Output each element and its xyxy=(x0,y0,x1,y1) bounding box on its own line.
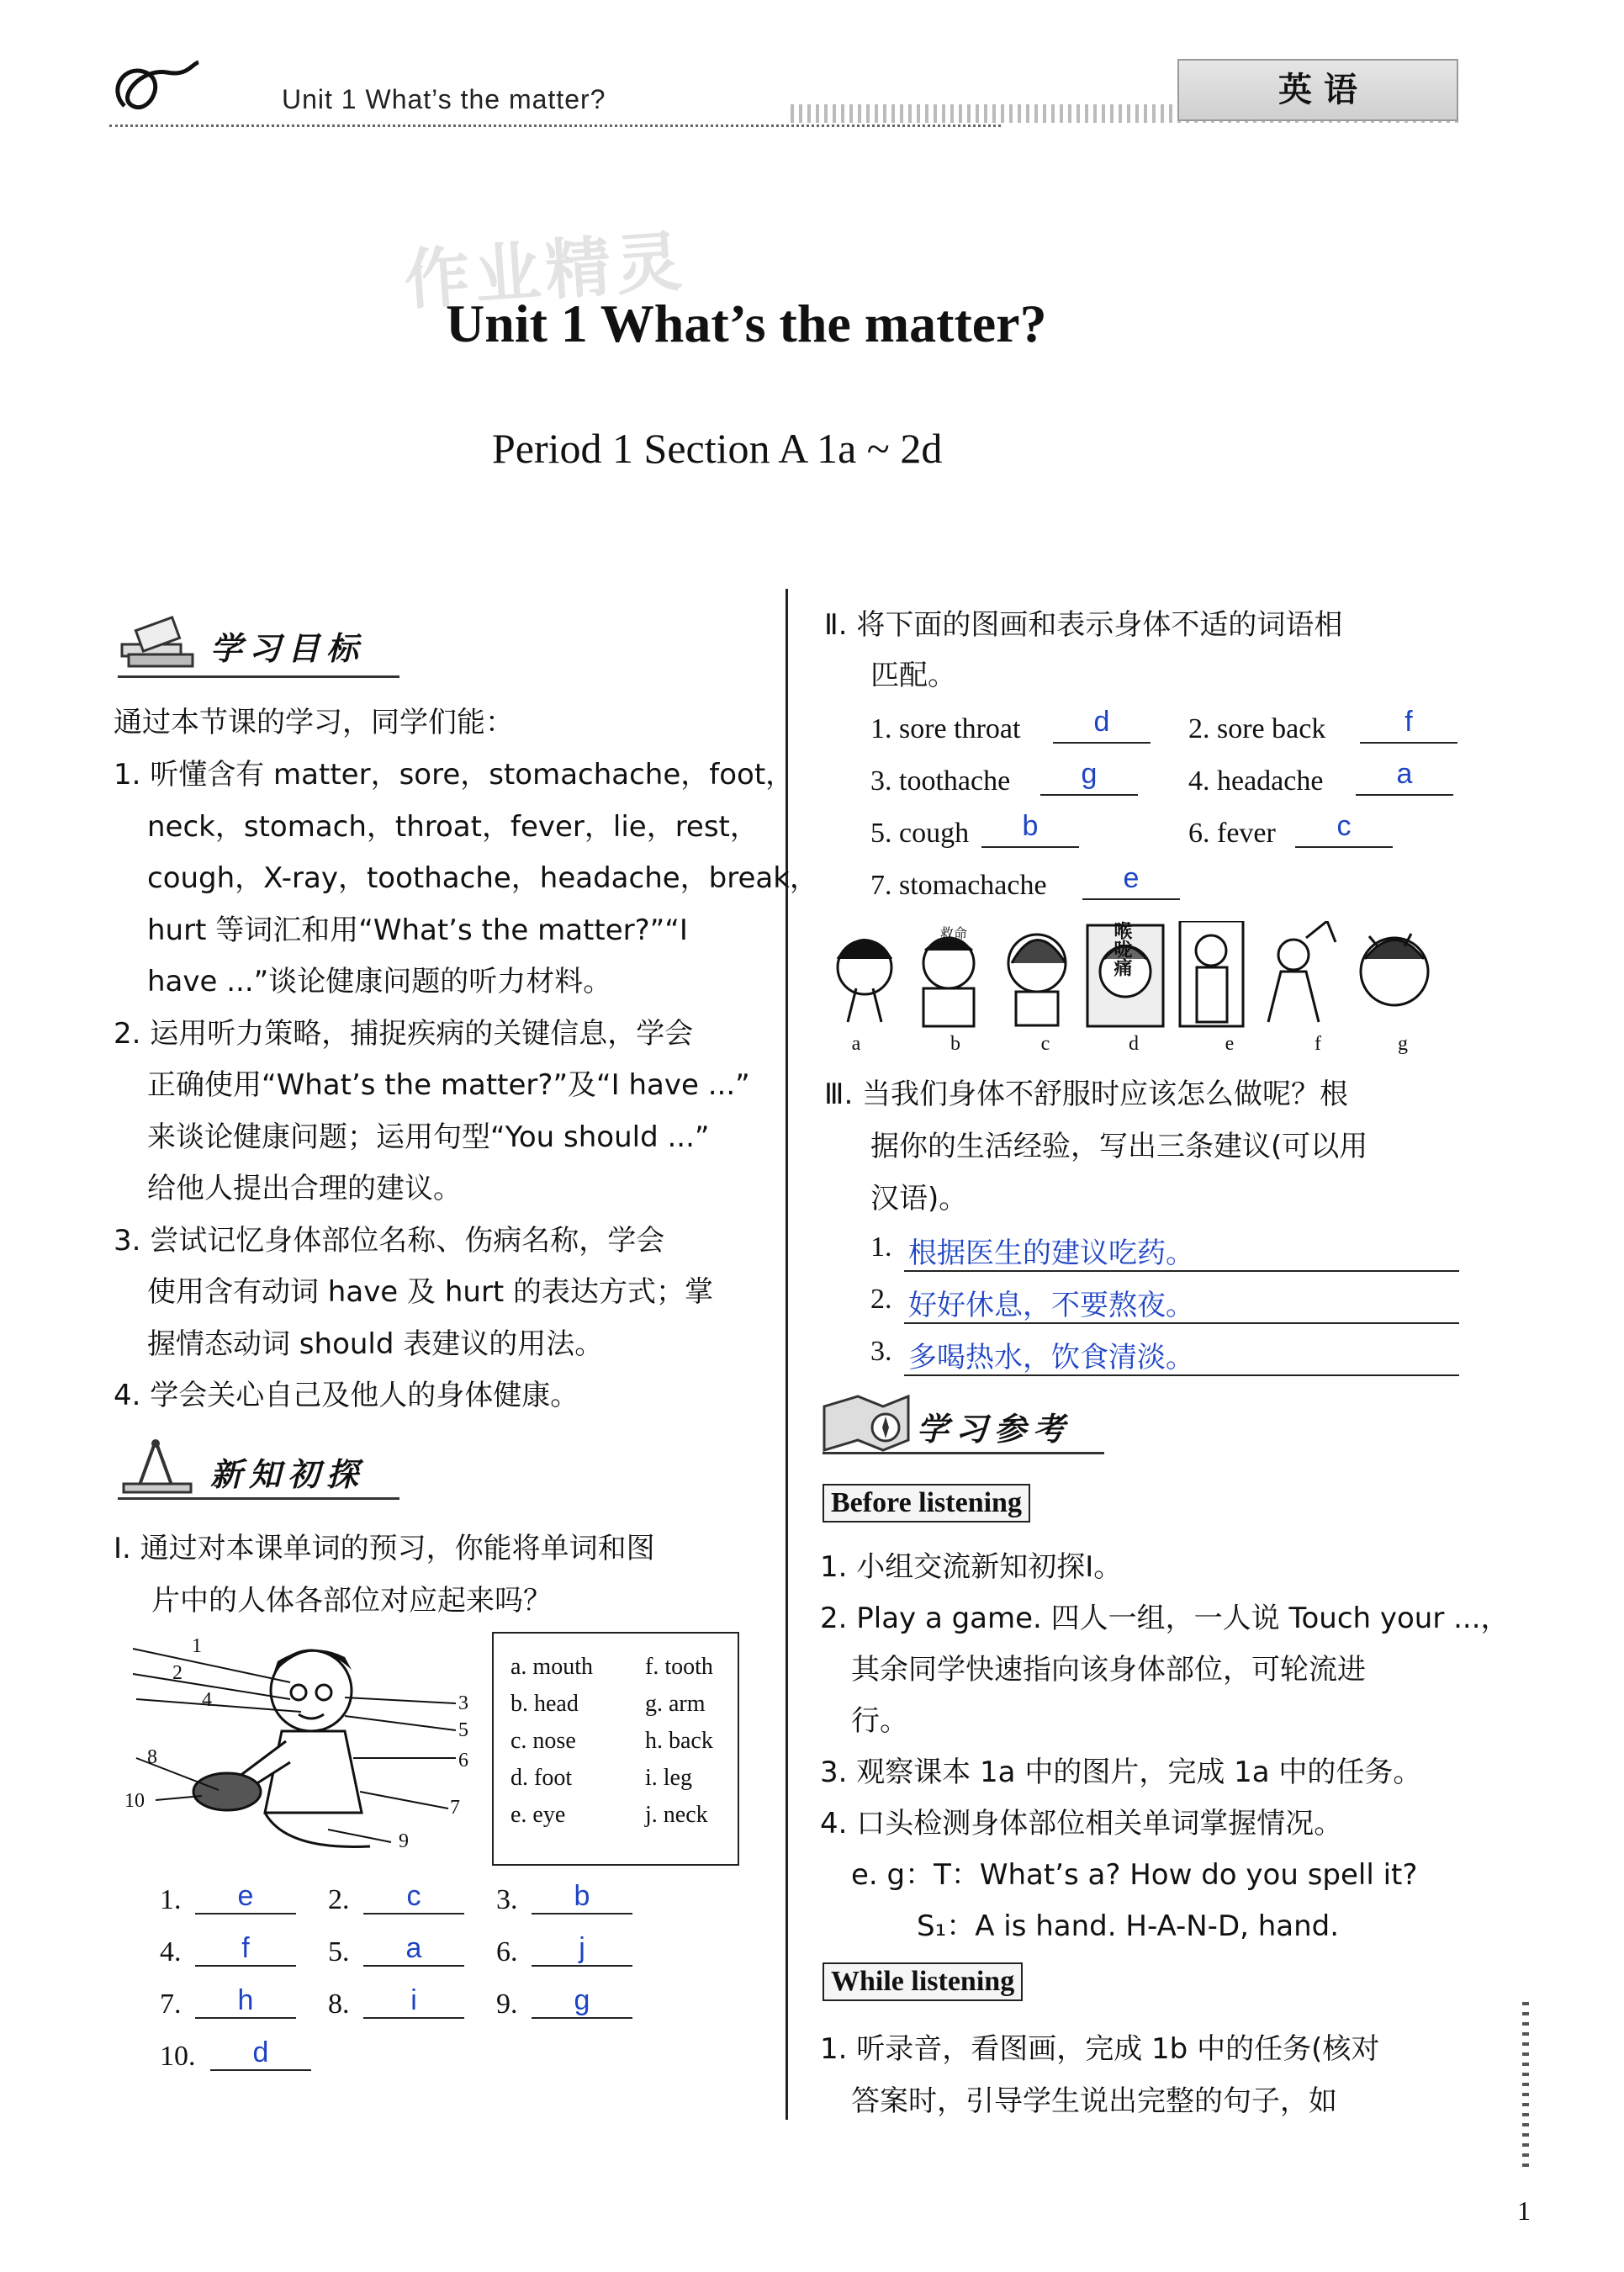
word-c: c. nose xyxy=(510,1728,576,1754)
q1-answer-number: 9. xyxy=(496,1989,518,2020)
picture-label: f xyxy=(1315,1033,1321,1055)
q3-line-1: Ⅲ. 当我们身体不舒服时应该怎么做呢？根 xyxy=(824,1078,1349,1111)
q3-item-number: 3. xyxy=(870,1336,892,1367)
column-divider xyxy=(786,589,788,2120)
word-i: i. leg xyxy=(645,1765,692,1791)
q2-item-label: 4. headache xyxy=(1188,765,1324,797)
q2-item-label: 1. sore throat xyxy=(870,713,1021,744)
q1-answer-number: 8. xyxy=(328,1989,350,2020)
before-listening-line: 行。 xyxy=(851,1704,908,1738)
side-dots xyxy=(1522,2002,1529,2170)
page-number: 1 xyxy=(1517,2195,1531,2226)
subject-tab: 英 语 xyxy=(1177,59,1458,121)
books-icon xyxy=(114,616,198,675)
q3-item-answer: 根据医生的建议吃药。 xyxy=(908,1237,1194,1270)
q3-item-number: 2. xyxy=(870,1284,892,1315)
q1-answer-blank: g xyxy=(532,1983,632,2019)
q1-answer-number: 1. xyxy=(160,1884,182,1915)
illness-pictures xyxy=(823,921,1462,1030)
figure-number-2: 2 xyxy=(172,1662,183,1684)
objectives-rule xyxy=(118,675,399,678)
q3-item-answer: 多喝热水，饮食清淡。 xyxy=(908,1341,1194,1374)
explore-rule xyxy=(118,1497,399,1500)
q1-answer-blank: e xyxy=(195,1879,296,1915)
q2-item-blank: c xyxy=(1295,811,1393,848)
q2-item-blank: b xyxy=(981,811,1079,848)
picture-label: d xyxy=(1129,1033,1139,1055)
q2-item-blank: e xyxy=(1082,863,1180,900)
figure-number-10: 10 xyxy=(124,1790,145,1812)
before-listening-line: S₁：A is hand. H-A-N-D, hand. xyxy=(917,1909,1340,1943)
before-listening-line: 其余同学快速指向该身体部位，可轮流进 xyxy=(851,1653,1366,1687)
q2-item-blank: g xyxy=(1040,759,1138,796)
word-f: f. tooth xyxy=(645,1654,713,1680)
q3-item-answer: 好好休息，不要熬夜。 xyxy=(908,1289,1194,1322)
objective-line: 握情态动词 should 表建议的用法。 xyxy=(147,1327,604,1361)
while-line-1: 1. 听录音，看图画，完成 1b 中的任务(核对 xyxy=(820,2032,1380,2066)
q1-answer-number: 3. xyxy=(496,1884,518,1915)
figure-number-8: 8 xyxy=(147,1746,157,1768)
figure-number-3: 3 xyxy=(458,1692,468,1714)
objective-line: neck，stomach，throat，fever，lie，rest， xyxy=(147,809,759,844)
while-listening-box: While listening xyxy=(823,1962,1023,2001)
pic-c-caption: 喉咙痛 xyxy=(1111,921,1132,977)
objective-line: 给他人提出合理的建议。 xyxy=(147,1172,462,1205)
q2-item-label: 2. sore back xyxy=(1188,713,1326,744)
word-j: j. neck xyxy=(645,1802,708,1828)
word-b: b. head xyxy=(510,1691,579,1717)
figure-number-6: 6 xyxy=(458,1750,468,1772)
period-subtitle: Period 1 Section A 1a ~ 2d xyxy=(492,425,943,472)
objective-line: 使用含有动词 have 及 hurt 的表达方式；掌 xyxy=(147,1275,714,1309)
q1-answer-number: 10. xyxy=(160,2041,196,2072)
header-dotted-rule xyxy=(109,124,1001,130)
q2-item-label: 3. toothache xyxy=(870,765,1011,797)
q3-item-number: 1. xyxy=(870,1231,892,1263)
q1-answer-blank: b xyxy=(532,1879,632,1915)
q3-line-2: 据你的生活经验，写出三条建议(可以用 xyxy=(870,1130,1368,1163)
page-title: Unit 1 What’s the matter? xyxy=(446,294,1047,353)
figure-number-9: 9 xyxy=(399,1830,409,1852)
q1-answer-blank: j xyxy=(532,1931,632,1967)
q1-line-1: Ⅰ. 通过对本课单词的预习，你能将单词和图 xyxy=(114,1532,655,1565)
q1-answer-number: 5. xyxy=(328,1936,350,1967)
reference-heading: 学习参考 xyxy=(917,1410,1072,1448)
objectives-intro: 通过本节课的学习，同学们能： xyxy=(114,706,514,739)
q2-line-1: Ⅱ. 将下面的图画和表示身体不适的词语相 xyxy=(824,608,1343,642)
before-listening-line: 1. 小组交流新知初探Ⅰ。 xyxy=(820,1550,1123,1584)
objective-line: 2. 运用听力策略，捕捉疾病的关键信息，学会 xyxy=(114,1016,694,1051)
explore-heading: 新知初探 xyxy=(210,1455,366,1493)
while-line-2: 答案时，引导学生说出完整的句子，如 xyxy=(851,2084,1337,2118)
objective-line: 来谈论健康问题；运用句型“You should ...” xyxy=(147,1120,710,1154)
compass-icon xyxy=(114,1437,198,1496)
q2-item-label: 7. stomachache xyxy=(870,870,1047,901)
objective-line: hurt 等词汇和用“What’s the matter?”“I xyxy=(147,913,688,947)
q2-item-blank: a xyxy=(1356,759,1453,796)
before-listening-line: 3. 观察课本 1a 中的图片，完成 1a 中的任务。 xyxy=(820,1756,1422,1789)
header-unit-label: Unit 1 What’s the matter? xyxy=(282,84,606,114)
objective-line: cough，X-ray，toothache，headache，break， xyxy=(147,861,818,895)
picture-label: c xyxy=(1040,1033,1050,1055)
watermark: 作业精灵 xyxy=(401,224,690,320)
header-swirl-ornament xyxy=(108,56,200,124)
q1-answer-number: 7. xyxy=(160,1989,182,2020)
q1-answer-blank: c xyxy=(363,1879,464,1915)
objectives-heading: 学习目标 xyxy=(210,629,366,667)
word-a: a. mouth xyxy=(510,1654,593,1680)
objective-line: 4. 学会关心自己及他人的身体健康。 xyxy=(114,1379,579,1412)
q3-item-underline xyxy=(904,1374,1459,1376)
figure-number-5: 5 xyxy=(458,1719,468,1741)
before-listening-line: e. g：T：What’s a? How do you spell it? xyxy=(851,1858,1418,1892)
before-listening-line: 2. Play a game. 四人一组，一人说 Touch your ...， xyxy=(820,1602,1510,1635)
picture-label: e xyxy=(1225,1033,1235,1055)
word-e: e. eye xyxy=(510,1802,566,1828)
objective-line: have ...”谈论健康问题的听力材料。 xyxy=(147,965,612,998)
objective-line: 1. 听懂含有 matter，sore，stomachache，foot， xyxy=(114,758,795,792)
q1-answer-number: 6. xyxy=(496,1936,518,1967)
q1-answer-blank: f xyxy=(195,1931,296,1967)
word-g: g. arm xyxy=(645,1691,706,1717)
picture-label: g xyxy=(1398,1033,1408,1055)
q2-line-2: 匹配。 xyxy=(870,659,956,692)
q1-answer-blank: a xyxy=(363,1931,464,1967)
word-h: h. back xyxy=(645,1728,713,1754)
q3-item-underline xyxy=(904,1270,1459,1272)
q2-item-label: 6. fever xyxy=(1188,818,1276,849)
q1-answer-number: 4. xyxy=(160,1936,182,1967)
q1-answer-blank: d xyxy=(210,2036,311,2071)
q2-item-blank: d xyxy=(1053,707,1151,744)
q2-item-blank: f xyxy=(1360,707,1457,744)
pic-b-caption: 救命 xyxy=(940,925,968,941)
figure-number-4: 4 xyxy=(202,1689,212,1711)
q1-line-2: 片中的人体各部位对应起来吗？ xyxy=(151,1584,552,1618)
q3-item-underline xyxy=(904,1322,1459,1324)
q1-answer-blank: i xyxy=(363,1983,464,2019)
objective-line: 正确使用“What’s the matter?”及“I have ...” xyxy=(147,1068,750,1102)
reference-rule xyxy=(823,1452,1104,1454)
before-listening-line: 4. 口头检测身体部位相关单词掌握情况。 xyxy=(820,1807,1343,1840)
picture-label: a xyxy=(851,1033,861,1055)
map-compass-icon xyxy=(820,1390,913,1453)
q3-line-3: 汉语)。 xyxy=(870,1182,968,1215)
q2-item-label: 5. cough xyxy=(870,818,970,849)
q1-answer-number: 2. xyxy=(328,1884,350,1915)
before-listening-box: Before listening xyxy=(823,1484,1030,1523)
picture-label: b xyxy=(950,1033,960,1055)
figure-number-7: 7 xyxy=(450,1797,460,1819)
figure-number-1: 1 xyxy=(192,1635,202,1657)
objective-line: 3. 尝试记忆身体部位名称、伤病名称，学会 xyxy=(114,1223,665,1258)
word-d: d. foot xyxy=(510,1765,573,1791)
word-box xyxy=(492,1632,739,1866)
q1-answer-blank: h xyxy=(195,1983,296,2019)
